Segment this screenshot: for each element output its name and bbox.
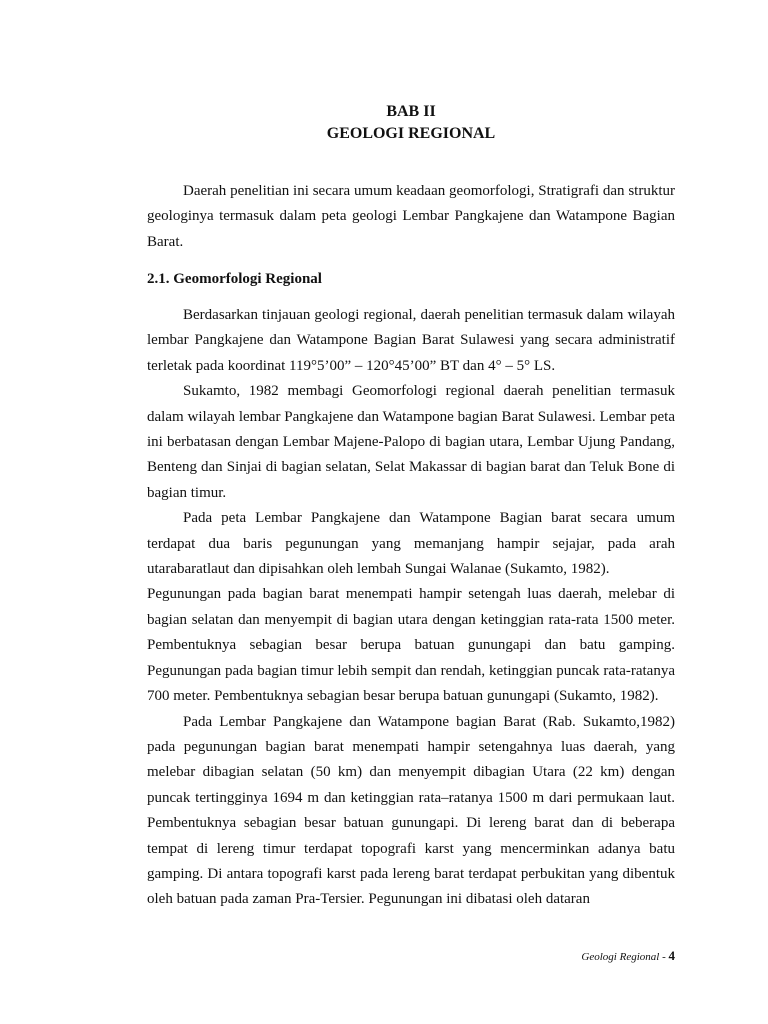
intro-paragraph: Daerah penelitian ini secara umum keadaan geomorfologi, Stratigrafi dan struktur geologinya termasuk dalam peta geologi Lembar Pangkajene dan Watampone Bagian Barat. [147,183,675,250]
page-footer [581,948,675,965]
body-paragraph: Sukamto, 1982 membagi Geomorfologi regional daerah penelitian termasuk dalam wilayah lembar Pangkajene dan Watampone bagian Barat Sulawesi. Lembar peta ini berbatasan dengan Lembar Majene-Palopo di bagian utara, Lembar Ujung Pandang, Benteng dan Sinjai di bagian selatan, Selat Makassar di bagian barat dan Teluk Bone di bagian timur. [147,383,675,501]
section-heading: 2.1. Geomorfologi Regional [147,271,322,287]
chapter-title: GEOLOGI REGIONAL [326,125,496,142]
footer-label: Geologi Regional - [581,951,666,963]
body-paragraph: Pada Lembar Pangkajene dan Watampone bagian Barat (Rab. Sukamto,1982) pada pegunungan bagian barat menempati hampir setengahnya luas daerah, yang melebar dibagian selatan (50 km) dan menyempit dibagian Utara (22 km) dengan puncak tertingginya 1694 m dan ketinggian rata–ratanya 1500 m dari permukaan laut. Pembentuknya sebagian besar batuan gunungapi. Di lereng barat dan di beberapa tempat di lereng timur terdapat topografi karst yang mencerminkan adanya batu gamping. Di antara topografi karst pada lereng barat terdapat perbukitan yang dibentuk oleh batuan pada zaman Pra-Tersier. Pegunungan ini dibatasi oleh dataran [147,713,675,908]
chapter-heading [0,101,768,145]
section-body [147,303,675,913]
body-paragraph: Pegunungan pada bagian barat menempati hampir setengah luas daerah, melebar di bagian selatan dan menyempit di bagian utara dengan ketinggian rata-rata 1500 meter. Pembentuknya sebagian besar berupa batuan gunungapi dan batu gamping. Pegunungan pada bagian timur lebih sempit dan rendah, ketinggian puncak rata-ratanya 700 meter. Pembentuknya sebagian besar berupa batuan gunungapi (Sukamto, 1982). [147,586,675,705]
body-paragraph: Pada peta Lembar Pangkajene dan Watampone Bagian barat secara umum terdapat dua baris pegunungan yang memanjang hampir sejajar, pada arah utarabaratlaut dan dipisahkan oleh lembah Sungai Walanae (Sukamto, 1982). [147,510,675,578]
body-paragraph: Berdasarkan tinjauan geologi regional, daerah penelitian termasuk dalam wilayah lembar Pangkajene dan Watampone Bagian Barat Sulawesi yang secara administratif terletak pada koordinat 119°5’00” – 120°45’00” BT dan 4° – 5° LS. [147,307,675,374]
chapter-number: BAB II [386,103,436,120]
intro-section [147,179,675,255]
page-number: 4 [668,948,675,963]
